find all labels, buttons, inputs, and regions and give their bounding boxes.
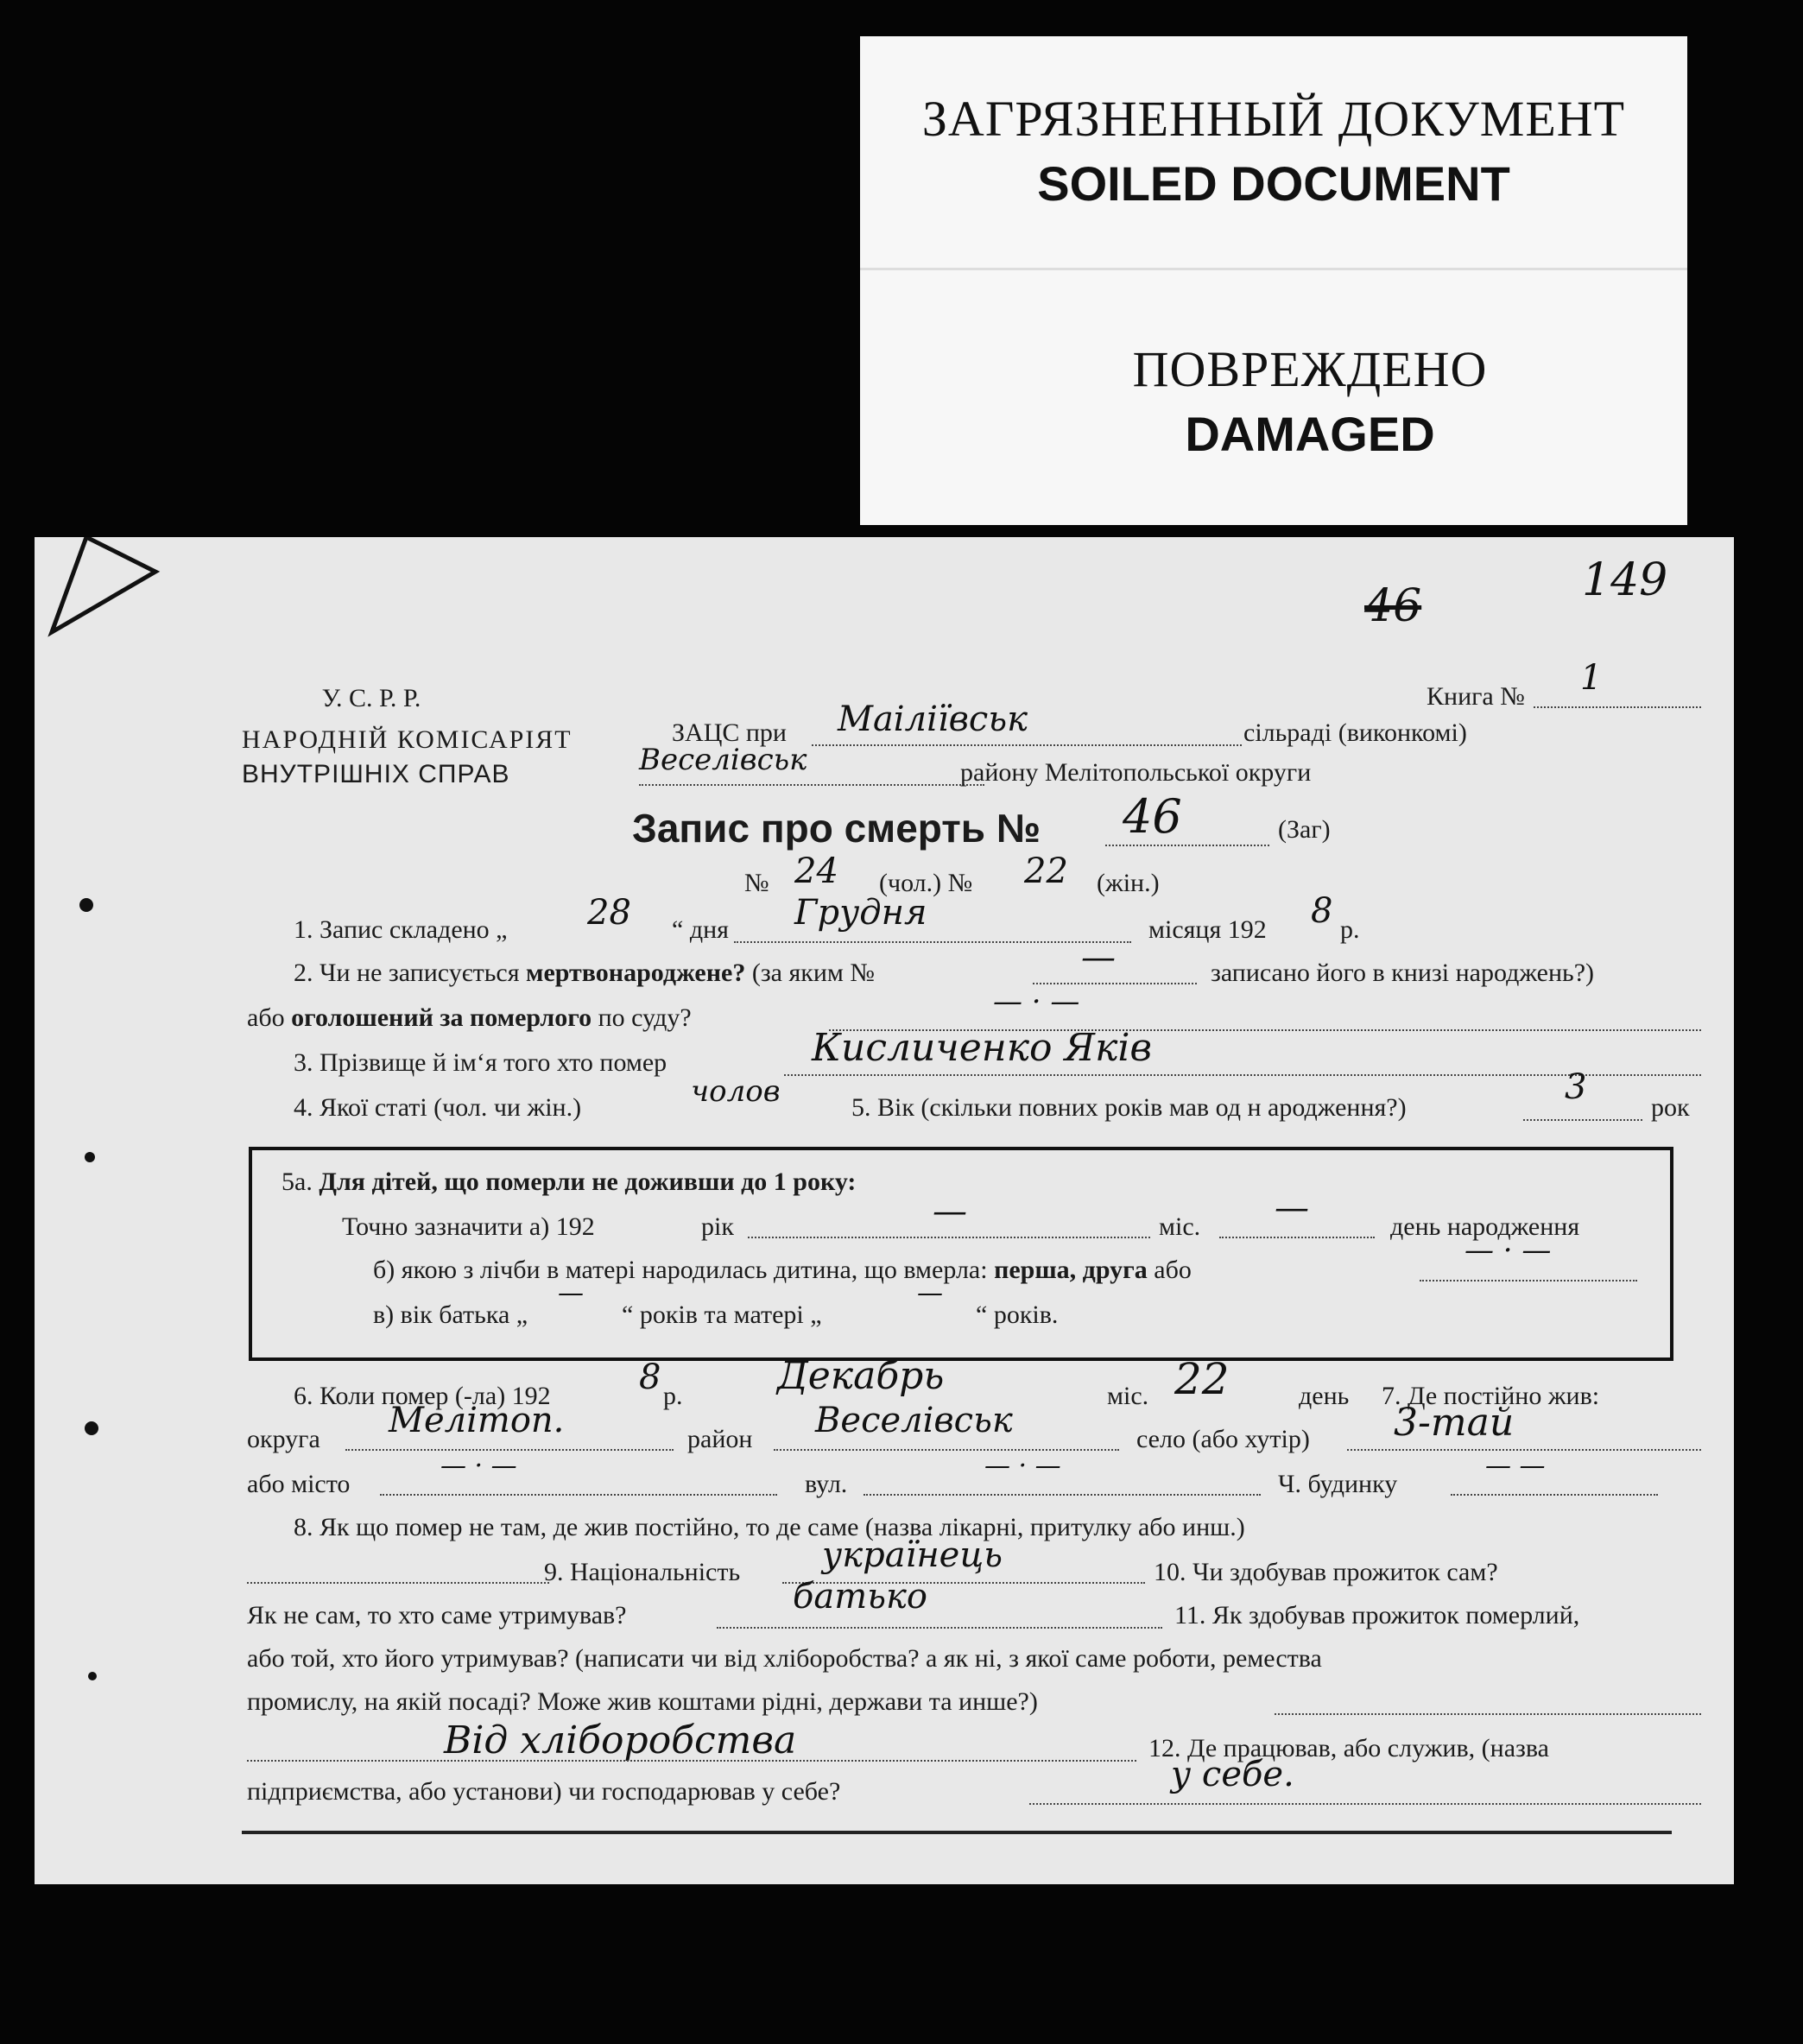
zags-label: ЗАЦС при bbox=[672, 718, 787, 747]
budynok-dots bbox=[1451, 1494, 1658, 1496]
field9-label: 9. Національність bbox=[544, 1558, 741, 1586]
budynok-hw: — — bbox=[1485, 1451, 1546, 1481]
field1-label: 1. Запис складено „ bbox=[294, 915, 508, 944]
stamp-divider bbox=[860, 268, 1687, 270]
selo-hw: 3-тай bbox=[1394, 1401, 1515, 1445]
zags-village-handwritten: Маіліївськ bbox=[838, 699, 1028, 739]
book-dots bbox=[1534, 706, 1701, 708]
male-suffix: (чол.) № bbox=[879, 869, 973, 897]
field1-month-hw: Грудня bbox=[794, 893, 927, 933]
field1-year-label: місяця 192 bbox=[1148, 915, 1267, 944]
field2-label-c: записано його в книзі народжень?) bbox=[1211, 959, 1595, 987]
field11-line3: промислу, на якій посаді? Може жив коштами рідні, держави та инше?) bbox=[247, 1687, 1038, 1716]
field11-answer-dots bbox=[247, 1760, 1136, 1762]
death-record-form bbox=[35, 537, 1734, 1884]
field6-day-hw: 22 bbox=[1174, 1354, 1230, 1404]
field10b-label: Як не сам, то хто саме утримував? bbox=[247, 1601, 627, 1630]
field4-sex-hw: чолов bbox=[691, 1074, 781, 1109]
field2-stillborn: мертвонароджене? bbox=[526, 959, 746, 987]
rayon-label: район bbox=[687, 1425, 753, 1453]
field11-label: 11. Як здобував прожиток померлий, bbox=[1174, 1601, 1580, 1630]
stamp-soiled-en: SOILED DOCUMENT bbox=[1037, 156, 1510, 211]
rayon-field-hw: Веселівськ bbox=[815, 1401, 1013, 1440]
book-number-handwritten: 1 bbox=[1580, 658, 1603, 698]
box5a-line1-a: Точно зазначити а) 192 bbox=[342, 1212, 595, 1241]
punch-hole-icon bbox=[88, 1672, 97, 1680]
box5a-line2-bold: перша, друга bbox=[994, 1256, 1148, 1284]
record-number-hw: 46 bbox=[1123, 789, 1182, 844]
field6-label: 6. Коли помер (-ла) 192 bbox=[294, 1382, 551, 1410]
box5a-line3-a: в) вік батька „ bbox=[373, 1300, 528, 1329]
box5a-line3-b: “ років та матері „ bbox=[622, 1300, 822, 1329]
field11-hw: Від хліборобства bbox=[444, 1718, 797, 1762]
field2-line1 bbox=[294, 959, 875, 988]
box5a-month-dots bbox=[1219, 1237, 1375, 1238]
field6-year-hw: 8 bbox=[639, 1357, 661, 1397]
box5a-line1-d: день народження bbox=[1390, 1212, 1580, 1241]
rayon-suffix: району Мелітопольської округи bbox=[960, 758, 1312, 787]
field2-label-b: (за яким № bbox=[751, 959, 876, 987]
vul-hw: — · — bbox=[984, 1451, 1061, 1481]
stamp-soiled-ru: ЗАГРЯЗНЕННЫЙ ДОКУМЕНТ bbox=[921, 91, 1626, 147]
org-commissariat: НАРОДНІЙ КОМІСАРІЯТ bbox=[242, 725, 573, 754]
box5a-line1-b: рік bbox=[701, 1212, 734, 1241]
field11-line3-dots bbox=[1275, 1713, 1701, 1715]
folded-corner-icon bbox=[35, 537, 181, 667]
female-suffix: (жін.) bbox=[1097, 869, 1160, 897]
field5-label: 5. Вік (скільки повних років мав од н ародження?) bbox=[851, 1093, 1407, 1122]
record-number-handwritten: 46 bbox=[1364, 580, 1422, 632]
field10-label: 10. Чи здобував прожиток сам? bbox=[1154, 1558, 1498, 1586]
page-number-handwritten: 149 bbox=[1582, 554, 1668, 606]
stamp-damaged-en: DAMAGED bbox=[1185, 407, 1435, 461]
field2-declared-dead: оголошений за померлого bbox=[291, 1003, 592, 1032]
field5-dots bbox=[1523, 1119, 1642, 1121]
zags-suffix: сільраді (виконкомі) bbox=[1243, 718, 1467, 747]
box5a-line2-b: або bbox=[1154, 1256, 1192, 1284]
field8-label: 8. Як що помер не там, де жив постійно, то де саме (назва лікарні, притулку або инш.) bbox=[294, 1513, 1245, 1541]
budynok-label: Ч. будинку bbox=[1278, 1470, 1398, 1498]
female-count-hw: 22 bbox=[1024, 851, 1068, 891]
field3-label: 3. Прізвище й ім‘я того хто помер bbox=[294, 1048, 667, 1077]
record-title: Запис про смерть № bbox=[632, 806, 1041, 851]
field1-dots bbox=[734, 941, 1131, 943]
field1-day-hw: 28 bbox=[587, 893, 631, 933]
misto-hw: — · — bbox=[440, 1451, 517, 1481]
zags-dots bbox=[812, 744, 1242, 746]
field2-line2-a: або bbox=[247, 1003, 285, 1032]
okruga-hw: Мелітоп. bbox=[389, 1401, 565, 1440]
record-title-suffix: (Заг) bbox=[1278, 815, 1331, 844]
okruga-label: округа bbox=[247, 1425, 320, 1453]
rayon-handwritten: Веселівськ bbox=[639, 743, 807, 777]
punch-hole-icon bbox=[79, 898, 93, 912]
field1-year-hw: 8 bbox=[1311, 891, 1333, 931]
field1-mid: “ дня bbox=[672, 915, 729, 944]
selo-label: село (або хутір) bbox=[1136, 1425, 1310, 1453]
field3-dots bbox=[784, 1074, 1701, 1076]
box5a-father-hw: — bbox=[558, 1278, 584, 1308]
male-count-hw: 24 bbox=[794, 851, 838, 891]
box5a-year-dots bbox=[748, 1237, 1150, 1238]
field12-line2: підприємства, або установи) чи господарював у себе? bbox=[247, 1777, 841, 1806]
field2-line2 bbox=[247, 1003, 692, 1033]
rayon-field-dots bbox=[774, 1449, 1119, 1451]
field12-dots bbox=[1029, 1803, 1701, 1805]
field7-label: 7. Де постійно жив: bbox=[1382, 1382, 1600, 1410]
box5a-title-text: Для дітей, що померли не доживши до 1 року: bbox=[319, 1168, 857, 1196]
box5a-title bbox=[282, 1168, 856, 1197]
book-label: Книга № bbox=[1427, 682, 1525, 711]
box5a-line2-hw: — · — bbox=[1465, 1233, 1552, 1268]
box5a-year-hw: — bbox=[933, 1192, 967, 1231]
field9-nationality-hw: українець bbox=[822, 1535, 1003, 1575]
field2-line2-b: по суду? bbox=[598, 1003, 692, 1032]
field2-line2-hw: — · — bbox=[993, 984, 1080, 1019]
field5-age-hw: 3 bbox=[1565, 1067, 1587, 1107]
vul-dots bbox=[864, 1494, 1261, 1496]
field8-dots bbox=[247, 1582, 549, 1584]
field1-suffix: р. bbox=[1340, 915, 1360, 944]
misto-label: або місто bbox=[247, 1470, 351, 1498]
field12-label: 12. Де працював, або служив, (назва bbox=[1148, 1734, 1549, 1762]
field2-label-a: 2. Чи не записується bbox=[294, 959, 520, 987]
org-internal-affairs: ВНУТРІШНІХ СПРАВ bbox=[242, 760, 510, 788]
field12-hw: у себе. bbox=[1171, 1755, 1294, 1794]
punch-hole-icon bbox=[85, 1152, 95, 1162]
field10b-hw: батько bbox=[793, 1577, 927, 1617]
box5a-line2-a: б) якою з лічби в матері народилась дитина, що вмерла: bbox=[373, 1256, 988, 1284]
field6-month-hw: Декабрь bbox=[777, 1354, 945, 1398]
org-ussr: У. С. Р. Р. bbox=[321, 684, 421, 712]
box5a-line2-dots bbox=[1420, 1280, 1637, 1281]
box5a-mother-hw: — bbox=[917, 1278, 943, 1308]
field3-name-hw: Кисличенко Яків bbox=[812, 1026, 1153, 1070]
bottom-rule bbox=[242, 1831, 1672, 1834]
box5a-title-num: 5а. bbox=[282, 1168, 313, 1196]
misto-dots bbox=[380, 1494, 777, 1496]
field2-number-hw: — bbox=[1081, 938, 1116, 978]
box5a-month-hw: — bbox=[1275, 1188, 1309, 1228]
field11-line2: або той, хто його утримував? (написати чи від хліборобства? а як ні, з якої саме роботи, ремества bbox=[247, 1644, 1322, 1673]
archive-stamp-card bbox=[860, 36, 1687, 525]
field4-label: 4. Якої статі (чол. чи жін.) bbox=[294, 1093, 582, 1122]
title-dots bbox=[1105, 845, 1269, 846]
field6-mis: міс. bbox=[1107, 1382, 1149, 1410]
field5-suffix: рок bbox=[1651, 1093, 1690, 1122]
box5a-line3-c: “ років. bbox=[976, 1300, 1059, 1329]
num-label: № bbox=[744, 869, 769, 897]
rayon-dots bbox=[639, 784, 984, 786]
box5a-line1-c: міс. bbox=[1159, 1212, 1201, 1241]
punch-hole-icon bbox=[85, 1421, 98, 1435]
stamp-damaged-ru: ПОВРЕЖДЕНО bbox=[1132, 341, 1488, 397]
box5a-line2 bbox=[373, 1256, 1192, 1285]
field6-den: день bbox=[1299, 1382, 1350, 1410]
field6-r: р. bbox=[663, 1382, 683, 1410]
vul-label: вул. bbox=[805, 1470, 848, 1498]
field10b-dots bbox=[717, 1627, 1162, 1629]
